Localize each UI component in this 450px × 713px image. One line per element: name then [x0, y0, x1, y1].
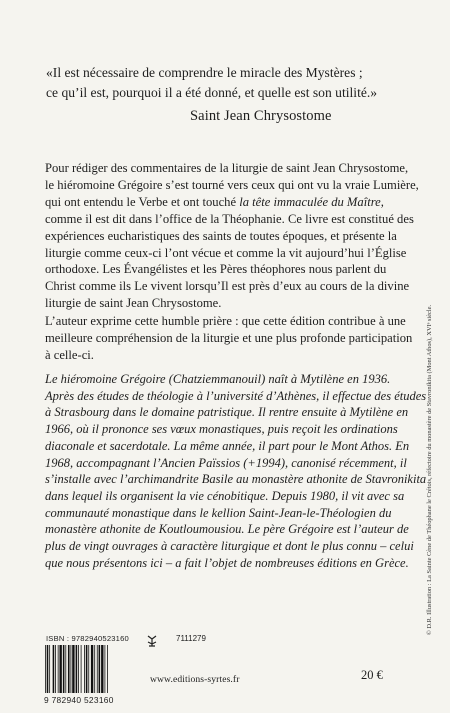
isbn-label: ISBN : 9782940523160	[46, 634, 129, 643]
barcode-digits: 9 782940 523160	[44, 695, 114, 705]
text-line: liturgie comme ceux-ci l’ont vécue et comme la vit aujourd’hui l’Église	[45, 245, 407, 260]
bio-line: à Strasbourg dans le domaine patristique. Il rentre ensuite à Mytilène en	[45, 405, 409, 420]
epigraph-quote	[46, 63, 406, 103]
bio-line: diaconale et sacerdotale. La même année, il part pour le Mont Athos. En	[45, 438, 410, 453]
prayer-paragraph	[45, 313, 413, 364]
credit-text: © D.R. Illustration : La Sainte Cène de Théophane le Crétois, réfectoire du monastère de Stavronikita (Mont Athos), XVIᵉ siècle.	[426, 304, 433, 635]
quote-line: «Il est nécessaire de comprendre le miracle des Mystères ;	[46, 65, 363, 80]
bio-line: monastère athonite de Koutloumousiou. Le père Grégoire est l’auteur de	[45, 522, 409, 537]
bio-line: Le hiéromoine Grégoire (Chatziemmanouil) naît à Mytilène en 1936.	[45, 372, 391, 386]
italic-quote: la tête immaculée du Maître,	[239, 194, 384, 209]
author-biography	[45, 371, 427, 571]
text-line: L’auteur exprime cette humble prière : que cette édition contribue à une	[45, 314, 406, 328]
bio-line: communauté monastique dans le kellion Saint-Jean-le-Théologien du	[45, 505, 392, 520]
text-line: orthodoxe. Les Évangélistes et les Pères théophores nous parlent du	[45, 262, 387, 277]
publisher-website: www.editions-syrtes.fr	[150, 674, 240, 685]
quote-line: ce qu’il est, pourquoi il a été donné, et quelle est son utilité.»	[46, 85, 378, 100]
text-line: meilleure compréhension de la liturgie et une plus profonde participation	[45, 330, 413, 345]
bio-line: 1968, accompagnant l’Ancien Païssios (+1994), canonisé récemment, il	[45, 455, 407, 470]
barcode	[44, 645, 132, 693]
text-line: Pour rédiger des commentaires de la liturgie de saint Jean Chrysostome,	[45, 161, 409, 175]
bio-line: Après des études de théologie à l’université d’Athènes, il effectue des études	[45, 388, 427, 403]
text-segment: qui ont entendu le Verbe et ont touché	[45, 194, 240, 209]
bio-line: dans lequel ils organisent la vie cénobitique. Depuis 1980, il vit avec sa	[45, 488, 405, 503]
text-line: expériences eucharistiques des saints de toutes époques, et présente la	[45, 228, 397, 243]
text-line: à celle-ci.	[45, 347, 94, 362]
product-code: 7111279	[176, 634, 206, 643]
bio-line: plus de vingt ouvrages à caractère liturgique et dont le plus connu – celui	[45, 539, 414, 554]
text-line	[45, 194, 397, 211]
text-line: Christ comme ils Le vivent lorsqu’Il est près d’eux au cours de la divine	[45, 279, 410, 294]
bio-line: s’installe avec l’archimandrite Basile au monastère athonite de Stavronikita	[45, 472, 427, 487]
description-paragraph	[45, 160, 419, 312]
quote-author: Saint Jean Chrysostome	[190, 108, 332, 124]
bio-line: que nous présentons ici – a fait l’objet de nombreuses éditions en Grèce.	[45, 555, 409, 570]
illustration-credit	[414, 255, 438, 635]
text-line: comme il est dit dans l’office de la Théophanie. Ce livre est constitué des	[45, 211, 414, 226]
publisher-logo-icon	[145, 634, 159, 648]
bio-line: 1966, où il prononce ses vœux monastiques, puis reçoit les ordinations	[45, 422, 398, 437]
text-line: le hiéromoine Grégoire s’est tourné vers ceux qui ont vu la vraie Lumière,	[45, 177, 419, 192]
text-line: liturgie de saint Jean Chrysostome.	[45, 296, 222, 311]
price: 20 €	[361, 668, 383, 682]
